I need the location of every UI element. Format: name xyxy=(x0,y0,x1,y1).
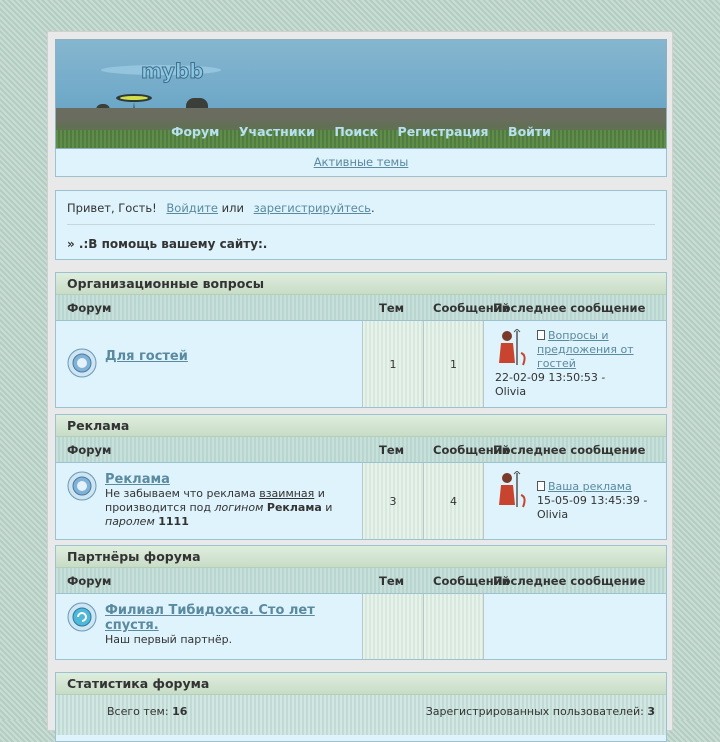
last-post-user: Olivia xyxy=(495,385,527,398)
col-posts: Сообщений xyxy=(433,301,510,315)
stats-title: Статистика форума xyxy=(56,673,666,695)
active-topics-link[interactable]: Активные темы xyxy=(313,155,409,169)
topics-count xyxy=(362,594,423,659)
sub-nav xyxy=(55,149,667,177)
total-topics-value: 16 xyxy=(172,705,188,718)
or-text: или xyxy=(221,201,244,215)
svg-text:mybb: mybb xyxy=(141,62,204,83)
registered-users xyxy=(426,705,655,718)
login-link[interactable]: Войдите xyxy=(166,201,219,215)
last-post-cell xyxy=(483,594,666,659)
greeting-box xyxy=(55,190,667,260)
desc-text: Не забываем что реклама xyxy=(105,487,256,500)
col-topics: Тем xyxy=(379,443,405,457)
desc-text: и производится под xyxy=(105,487,325,514)
forum-description: Наш первый партнёр. xyxy=(105,633,233,646)
col-posts: Сообщений xyxy=(433,443,510,457)
desc-link[interactable]: взаимная xyxy=(259,487,315,500)
forum-name[interactable]: Для гостей xyxy=(105,349,188,364)
document-icon xyxy=(537,330,545,340)
greeting-dot: . xyxy=(370,201,375,215)
total-topics xyxy=(107,705,187,718)
forum-row[interactable] xyxy=(56,321,666,407)
forum-name[interactable]: Реклама xyxy=(105,472,170,487)
forum-row[interactable] xyxy=(56,594,666,659)
nav-login[interactable]: Войти xyxy=(508,124,551,139)
forum-cell xyxy=(56,463,362,539)
col-last-post: Последнее сообщение xyxy=(493,443,646,457)
forum-stats xyxy=(55,672,667,742)
column-headers xyxy=(56,295,666,321)
desc-password-value: 1111 xyxy=(158,515,189,528)
col-topics: Тем xyxy=(379,301,405,315)
forum-redirect-icon xyxy=(67,602,97,632)
col-forum: Форум xyxy=(67,574,112,588)
stats-body xyxy=(56,695,666,735)
avatar-icon xyxy=(495,471,529,509)
posts-count xyxy=(423,594,483,659)
col-forum: Форум xyxy=(67,301,112,315)
desc-login-value: Реклама xyxy=(266,501,322,514)
col-last-post: Последнее сообщение xyxy=(493,301,646,315)
column-headers xyxy=(56,568,666,594)
nav-forum[interactable]: Форум xyxy=(171,124,220,139)
forum-cell xyxy=(56,594,362,659)
page-wrapper xyxy=(47,31,673,731)
greeting-text: Привет, Гость! xyxy=(67,201,157,215)
nav-members[interactable]: Участники xyxy=(238,124,315,139)
topics-count: 3 xyxy=(362,463,423,539)
registered-label: Зарегистрированных пользователей: xyxy=(425,705,644,718)
posts-count: 4 xyxy=(423,463,483,539)
main-nav xyxy=(56,124,666,139)
site-link[interactable]: » .:В помощь вашему сайту:. xyxy=(67,237,268,251)
category-title: Партнёры форума xyxy=(56,546,666,568)
last-post-link[interactable]: Ваша реклама xyxy=(548,480,632,493)
last-post-date: 15-05-09 13:45:39 - xyxy=(537,494,648,507)
forum-info xyxy=(105,603,355,647)
last-post-link[interactable]: Вопросы и предложения от гостей xyxy=(537,329,634,370)
topics-count: 1 xyxy=(362,321,423,407)
last-post-cell xyxy=(483,463,666,539)
col-forum: Форум xyxy=(67,443,112,457)
forum-name[interactable]: Филиал Тибидохса. Сто лет спустя. xyxy=(105,603,315,633)
header-banner xyxy=(55,39,667,149)
forum-row[interactable] xyxy=(56,463,666,539)
forum-cell xyxy=(56,321,362,407)
desc-login-label: логином xyxy=(214,501,264,514)
forum-description xyxy=(105,487,355,529)
last-post-user: Olivia xyxy=(537,508,569,521)
registered-value: 3 xyxy=(647,705,655,718)
forum-info xyxy=(105,472,355,529)
total-topics-label: Всего тем: xyxy=(107,705,169,718)
desc-text: и xyxy=(325,501,333,514)
nav-register[interactable]: Регистрация xyxy=(397,124,489,139)
last-post-date: 22-02-09 13:50:53 - xyxy=(495,371,606,384)
column-headers xyxy=(56,437,666,463)
avatar-icon xyxy=(495,329,529,367)
category-ads xyxy=(55,414,667,540)
posts-count: 1 xyxy=(423,321,483,407)
forum-icon xyxy=(67,348,97,378)
col-topics: Тем xyxy=(379,574,405,588)
greeting-divider xyxy=(67,224,655,225)
document-icon xyxy=(537,481,545,491)
greeting-line xyxy=(67,201,655,215)
category-title: Организационные вопросы xyxy=(56,273,666,295)
register-link[interactable]: зарегистрируйтесь xyxy=(253,201,371,215)
desc-password-label: паролем xyxy=(105,515,155,528)
col-last-post: Последнее сообщение xyxy=(493,574,646,588)
nav-search[interactable]: Поиск xyxy=(334,124,379,139)
forum-icon xyxy=(67,471,97,501)
category-organizational xyxy=(55,272,667,408)
last-post-cell xyxy=(483,321,666,407)
col-posts: Сообщений xyxy=(433,574,510,588)
category-partners xyxy=(55,545,667,660)
category-title: Реклама xyxy=(56,415,666,437)
